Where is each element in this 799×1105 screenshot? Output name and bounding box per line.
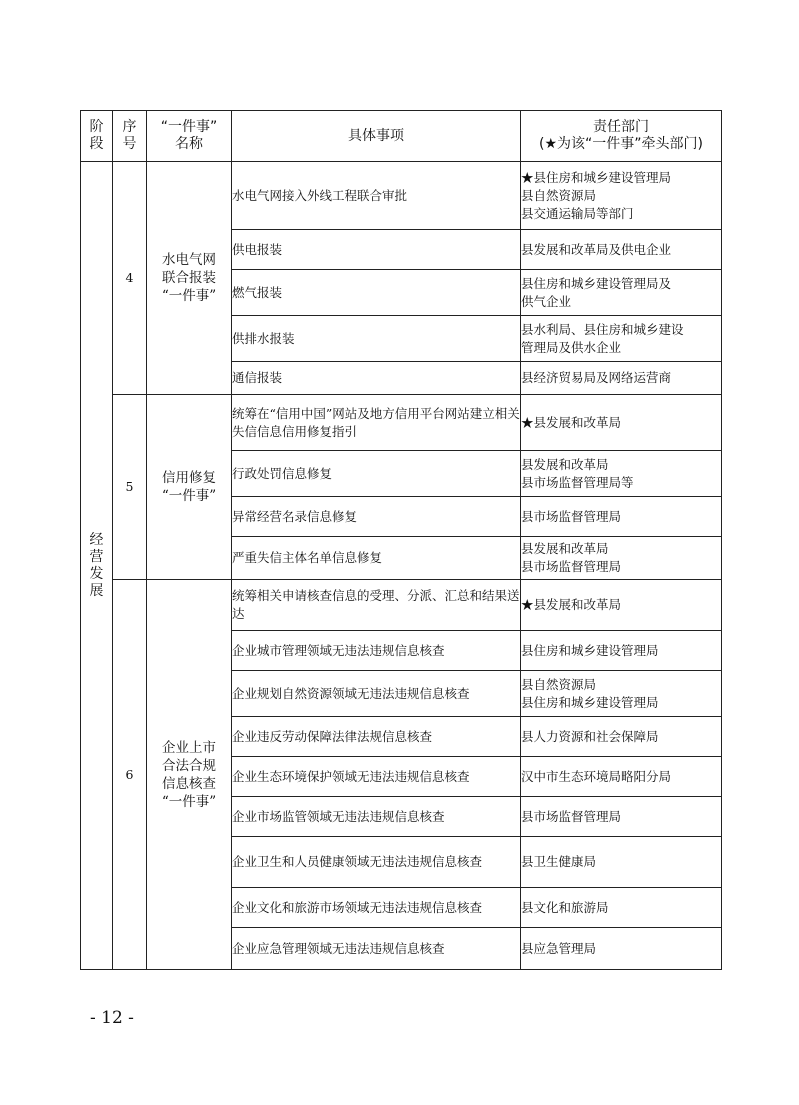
event-name-line: 信用修复 (162, 470, 216, 486)
dept-line: 县卫生健康局 (521, 854, 597, 869)
event-name-cell (147, 162, 232, 395)
header-name-line2: 名称 (175, 136, 203, 152)
item-cell: 行政处罚信息修复 (232, 451, 521, 497)
dept-line: 县住房和城乡建设管理局 (521, 642, 659, 658)
dept-line: 县发展和改革局 (521, 541, 609, 556)
service-table (80, 110, 722, 970)
item-cell: 企业违反劳动保障法律法规信息核查 (232, 717, 521, 757)
event-name-line: 企业上市 (162, 739, 216, 756)
dept-cell (521, 888, 722, 928)
dept-cell (521, 580, 722, 631)
event-name-line: 信息核查 (162, 775, 216, 792)
dept-line: 县市场监督管理局 (521, 808, 622, 824)
dept-line: 供气企业 (521, 293, 572, 309)
dept-line: 汉中市生态环境局略阳分局 (521, 768, 672, 784)
dept-cell (521, 671, 722, 717)
event-name-line: 联合报装 (162, 270, 216, 286)
seq-cell: 4 (113, 162, 147, 395)
dept-cell (521, 631, 722, 671)
dept-line: 县市场监督管理局 (521, 559, 622, 574)
dept-line: 县市场监督管理局等 (521, 474, 634, 490)
dept-cell (521, 316, 722, 362)
header-dept-line1: 责任部门 (593, 119, 649, 135)
seq-cell: 5 (113, 395, 147, 580)
header-row (81, 111, 722, 162)
dept-line: 县交通运输局等部门 (521, 205, 634, 221)
stage-cell: 经营发展 (81, 162, 113, 970)
dept-line: ★县住房和城乡建设管理局 (521, 169, 672, 185)
table-body (81, 162, 722, 970)
item-cell: 统筹在“信用中国”网站及地方信用平台网站建立相关失信信息信用修复指引 (232, 395, 521, 451)
item-cell: 水电气网接入外线工程联合审批 (232, 162, 521, 230)
header-name-line1: “一件事” (160, 119, 218, 135)
item-cell: 企业城市管理领域无违法违规信息核查 (232, 631, 521, 671)
dept-line: ★县发展和改革局 (521, 414, 622, 430)
dept-line: 县市场监督管理局 (521, 508, 622, 524)
event-name-line: “一件事” (161, 488, 217, 504)
dept-line: 县住房和城乡建设管理局 (521, 694, 659, 710)
dept-line: 管理局及供水企业 (521, 339, 622, 355)
item-cell: 企业生态环境保护领域无违法违规信息核查 (232, 757, 521, 797)
dept-cell (521, 717, 722, 757)
dept-line: 县应急管理局 (521, 940, 597, 956)
item-cell: 企业应急管理领域无违法违规信息核查 (232, 928, 521, 970)
dept-cell (521, 497, 722, 537)
table-row (81, 395, 722, 451)
dept-cell (521, 362, 722, 395)
item-cell: 企业市场监管领域无违法违规信息核查 (232, 797, 521, 837)
dept-cell (521, 757, 722, 797)
seq-cell: 6 (113, 580, 147, 970)
item-cell: 供排水报装 (232, 316, 521, 362)
header-item: 具体事项 (232, 111, 521, 162)
item-cell: 通信报装 (232, 362, 521, 395)
event-name-line: “一件事” (161, 288, 217, 304)
item-cell: 企业规划自然资源领域无违法违规信息核查 (232, 671, 521, 717)
item-cell: 异常经营名录信息修复 (232, 497, 521, 537)
item-cell: 企业卫生和人员健康领域无违法违规信息核查 (232, 837, 521, 888)
dept-line: 县自然资源局 (521, 187, 597, 203)
dept-cell (521, 395, 722, 451)
dept-cell (521, 162, 722, 230)
dept-line: 县发展和改革局 (521, 456, 609, 472)
header-dept-line2: (★为该“一件事”牵头部门) (539, 136, 703, 152)
dept-line: 县经济贸易局及网络运营商 (521, 370, 672, 385)
table-row (81, 162, 722, 230)
dept-line: 县发展和改革局及供电企业 (521, 241, 672, 257)
dept-line: ★县发展和改革局 (521, 597, 622, 612)
event-name-line: 合法合规 (162, 757, 216, 774)
dept-line: 县住房和城乡建设管理局及 (521, 275, 672, 291)
header-dept (521, 111, 722, 162)
dept-cell (521, 451, 722, 497)
page-number: - 12 - (90, 1008, 134, 1028)
dept-line: 县文化和旅游局 (521, 899, 609, 915)
dept-line: 县水利局、县住房和城乡建设 (521, 321, 684, 337)
dept-line: 县自然资源局 (521, 676, 597, 692)
event-name-line: 水电气网 (162, 252, 216, 268)
item-cell: 严重失信主体名单信息修复 (232, 537, 521, 580)
dept-cell (521, 230, 722, 270)
header-name (147, 111, 232, 162)
dept-cell (521, 270, 722, 316)
dept-cell (521, 537, 722, 580)
item-cell: 统筹相关申请核查信息的受理、分派、汇总和结果送达 (232, 580, 521, 631)
event-name-cell (147, 395, 232, 580)
dept-cell (521, 928, 722, 970)
table-row (81, 580, 722, 631)
header-seq: 序号 (113, 111, 147, 162)
item-cell: 企业文化和旅游市场领域无违法违规信息核查 (232, 888, 521, 928)
header-stage: 阶段 (81, 111, 113, 162)
item-cell: 燃气报装 (232, 270, 521, 316)
dept-line: 县人力资源和社会保障局 (521, 728, 659, 744)
dept-cell (521, 797, 722, 837)
event-name-cell (147, 580, 232, 970)
dept-cell (521, 837, 722, 888)
item-cell: 供电报装 (232, 230, 521, 270)
event-name-line: “一件事” (161, 793, 217, 810)
